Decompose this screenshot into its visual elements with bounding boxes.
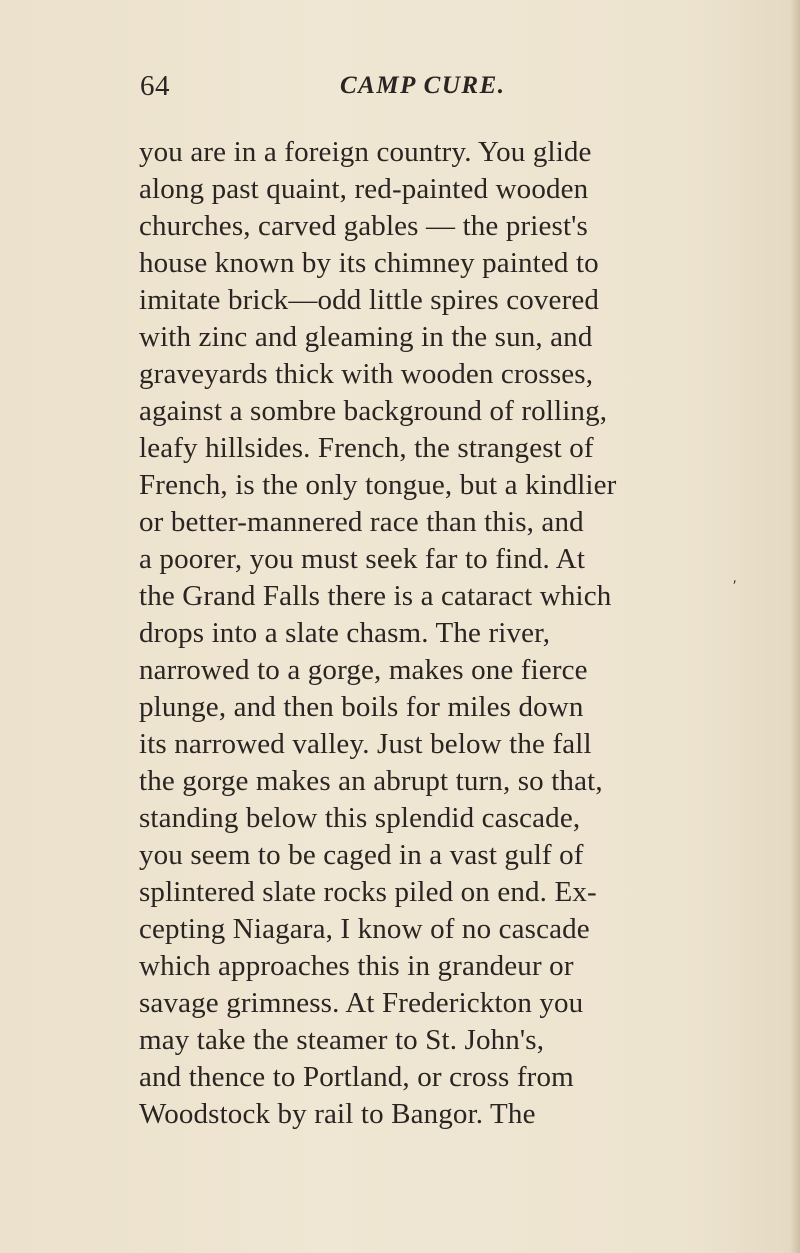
text-line: its narrowed valley. Just below the fall [139, 728, 592, 760]
text-line: you seem to be caged in a vast gulf of [139, 839, 584, 871]
text-line: with zinc and gleaming in the sun, and [139, 321, 593, 353]
page-number: 64 [140, 70, 170, 102]
text-line: the gorge makes an abrupt turn, so that, [139, 765, 603, 797]
body-text [139, 134, 719, 1133]
text-line: and thence to Portland, or cross from [139, 1061, 574, 1093]
text-line: splintered slate rocks piled on end. Ex- [139, 876, 597, 908]
text-line: imitate brick—odd little spires covered [139, 284, 600, 316]
text-line: the Grand Falls there is a cataract which [139, 580, 612, 612]
text-line: or better-mannered race than this, and [139, 506, 584, 538]
text-line: Woodstock by rail to Bangor. The [139, 1098, 536, 1130]
margin-mark: ⸴ [733, 573, 737, 588]
text-line: may take the steamer to St. John's, [139, 1024, 545, 1056]
page-edge-shadow [790, 0, 800, 1253]
text-line: drops into a slate chasm. The river, [139, 617, 551, 649]
page-header [140, 68, 700, 104]
text-line: French, is the only tongue, but a kindlier [139, 469, 617, 501]
text-line: a poorer, you must seek far to find. At [139, 543, 586, 575]
running-head: CAMP CURE. [340, 72, 506, 99]
text-line: house known by its chimney painted to [139, 247, 599, 279]
text-line: savage grimness. At Frederickton you [139, 987, 584, 1019]
text-line: along past quaint, red-painted wooden [139, 173, 589, 205]
text-line: narrowed to a gorge, makes one fierce [139, 654, 588, 686]
text-line: cepting Niagara, I know of no cascade [139, 913, 590, 945]
text-line: plunge, and then boils for miles down [139, 691, 584, 723]
text-line: against a sombre background of rolling, [139, 395, 608, 427]
text-line: which approaches this in grandeur or [139, 950, 574, 982]
text-line: leafy hillsides. French, the strangest of [139, 432, 594, 464]
text-line: churches, carved gables — the priest's [139, 210, 588, 242]
text-line: you are in a foreign country. You glide [139, 136, 592, 168]
text-line: graveyards thick with wooden crosses, [139, 358, 594, 390]
text-line: standing below this splendid cascade, [139, 802, 581, 834]
